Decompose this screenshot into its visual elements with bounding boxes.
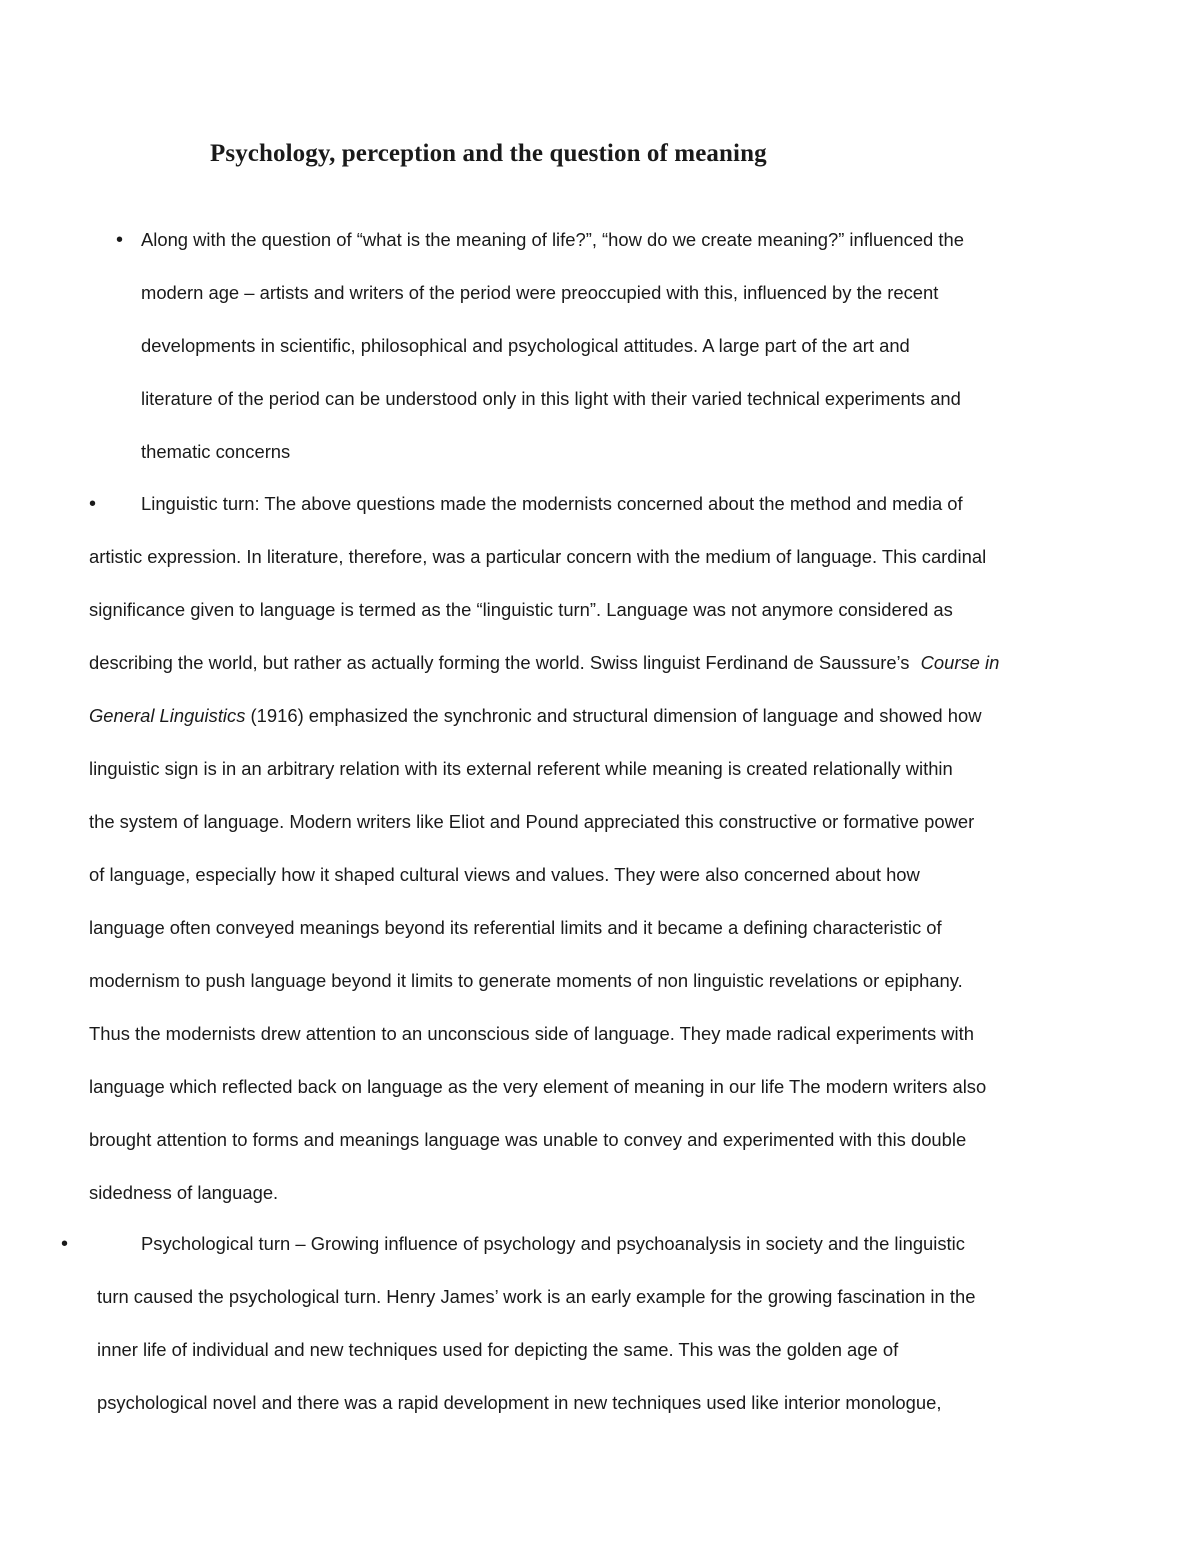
paragraph-line: sidedness of language. — [89, 1182, 279, 1203]
paragraph-line: inner life of individual and new techniques used for depicting the same. This was the golden age of — [97, 1339, 899, 1360]
book-title-part: Course in — [920, 652, 1000, 673]
paragraph-line: language often conveyed meanings beyond its referential limits and it became a defining characteristic of — [89, 917, 942, 938]
paragraph-line: thematic concerns — [141, 441, 291, 462]
paragraph-line: the system of language. Modern writers like Eliot and Pound appreciated this constructive or formative power — [89, 811, 975, 832]
paragraph-line — [89, 704, 982, 728]
bullet-marker: • — [61, 1233, 69, 1255]
paragraph-line: Psychological turn – Growing influence of psychology and psychoanalysis in society and the linguistic — [141, 1233, 965, 1254]
line-text: describing the world, but rather as actually forming the world. Swiss linguist Ferdinand de Saussure’s — [89, 652, 910, 673]
paragraph-line: brought attention to forms and meanings language was unable to convey and experimented with this double — [89, 1129, 967, 1150]
paragraph-line: Linguistic turn: The above questions made the modernists concerned about the method and media of — [141, 493, 963, 514]
paragraph-line: turn caused the psychological turn. Henry James’ work is an early example for the growing fascination in the — [97, 1286, 976, 1307]
line-text: (1916) emphasized the synchronic and structural dimension of language and showed how — [250, 705, 982, 726]
paragraph-line: artistic expression. In literature, therefore, was a particular concern with the medium of language. This cardinal — [89, 546, 987, 567]
paragraph-line: psychological novel and there was a rapid development in new techniques used like interior monologue, — [97, 1392, 942, 1413]
paragraph-line: developments in scientific, philosophical and psychological attitudes. A large part of the art and — [141, 335, 910, 356]
bullet-marker: • — [89, 493, 97, 515]
paragraph-line: modern age – artists and writers of the period were preoccupied with this, influenced by the recent — [141, 282, 939, 303]
bullet-marker: • — [116, 229, 124, 251]
paragraph-line: significance given to language is termed as the “linguistic turn”. Language was not anymore considered as — [89, 599, 953, 620]
book-title-part: General Linguistics — [89, 705, 246, 726]
document-title: Psychology, perception and the question of meaning — [210, 140, 767, 167]
paragraph-line: Thus the modernists drew attention to an unconscious side of language. They made radical experiments with — [89, 1023, 974, 1044]
paragraph-line — [89, 651, 999, 675]
paragraph-line: linguistic sign is in an arbitrary relation with its external referent while meaning is created relationally within — [89, 758, 953, 779]
paragraph-line: modernism to push language beyond it limits to generate moments of non linguistic revelations or epiphany. — [89, 970, 963, 991]
paragraph-line: Along with the question of “what is the meaning of life?”, “how do we create meaning?” influenced the — [141, 229, 964, 250]
paragraph-line: literature of the period can be understood only in this light with their varied technical experiments and — [141, 388, 961, 409]
paragraph-line: of language, especially how it shaped cultural views and values. They were also concerned about how — [89, 864, 920, 885]
paragraph-line: language which reflected back on language as the very element of meaning in our life The modern writers also — [89, 1076, 987, 1097]
